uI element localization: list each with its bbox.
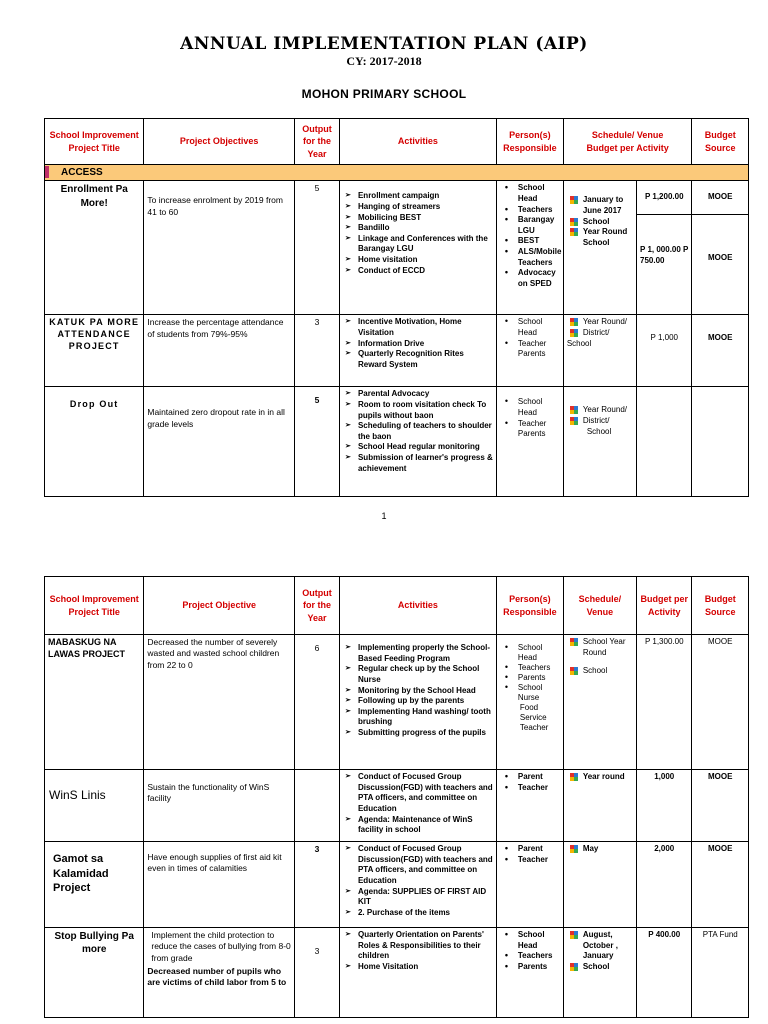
activity-item: ➢ Information Drive [343,339,493,350]
person-item: • School Head [500,317,560,338]
persons-cell [496,842,563,928]
activities-cell [339,315,496,387]
schedule-item: Year round [567,772,633,783]
header-title: School Improvement Project Title [45,577,144,635]
activity-item: ➢ Submission of learner's progress & achievement [343,453,493,474]
persons-extra: Food Service Teacher [519,703,549,732]
budget-source: MOOE [692,215,749,315]
activity-item: ➢ Bandillo [343,223,493,234]
budget-per-activity [637,387,692,497]
schedule-cell [563,315,636,387]
activity-item: ➢ 2. Purchase of the items [343,908,493,919]
schedule-cell [563,842,636,928]
activity-item: ➢ Conduct of Focused Group Discussion(FGD) with teachers and PTA officers, and committee on Education [343,844,493,887]
activity-item: ➢ School Head regular monitoring [343,442,493,453]
windows-flag-icon [570,638,578,646]
person-item: • School Head [500,643,560,663]
budget-per-activity: P 1,300.00 [637,635,692,770]
project-output: 6 [295,635,340,770]
activity-item: ➢ Implementing Hand washing/ tooth brushing [343,707,493,728]
windows-flag-icon [570,329,578,337]
budget-per-activity: 1,000 [637,770,692,842]
schedule-cell [563,387,636,497]
person-item: • Teacher Parents [500,419,560,440]
activity-item: ➢ Conduct of ECCD [343,266,493,277]
header-output: Output for the Year [295,577,340,635]
budget-per-activity: P 1,000 [637,315,692,387]
budget-source: MOOE [692,842,749,928]
header-schedule: Schedule/ Venue Budget per Activity [563,119,692,165]
person-item: • Teachers [500,205,560,216]
person-item: • BEST [500,236,560,247]
activity-item: ➢ Following up by the parents [343,696,493,707]
table-row [45,181,749,215]
header-persons: Person(s) Responsible [496,577,563,635]
activity-item: ➢ Quarterly Orientation on Parents' Roles & Responsibilities to their children [343,930,493,962]
budget-per-activity: P 1, 000.00 P 750.00 [637,215,692,315]
activity-item: ➢ Submitting progress of the pupils [343,728,493,739]
activity-item: ➢ Conduct of Focused Group Discussion(FGD) with teachers and PTA officers, and committee on Education [343,772,493,815]
activity-item: ➢ Monitoring by the School Head [343,686,493,697]
activity-item: ➢ Home visitation [343,255,493,266]
person-item: • Teachers [500,951,560,962]
section-row-access [45,165,749,181]
budget-source: MOOE [692,770,749,842]
activity-item: ➢ Home Visitation [343,962,493,973]
header-budget-source: Budget Source [692,577,749,635]
section-marker [45,166,49,178]
project-title: Enrollment Pa More! [45,181,144,315]
budget-per-activity: P 400.00 [637,928,692,1018]
schedule-item: Year Round/ [567,405,633,416]
activity-item: ➢ Enrollment campaign [343,191,493,202]
person-item: • Barangay LGU [500,215,560,236]
schedule-item: District/ [567,416,633,427]
header-output: Output for the Year [295,119,340,165]
activity-item: ➢ Room to room visitation check To pupils without baon [343,400,493,421]
schedule-cell [563,181,636,315]
header-schedule: Schedule/ Venue [563,577,636,635]
header-budget-per: Budget per Activity [637,577,692,635]
windows-flag-icon [570,196,578,204]
header-objectives: Project Objectives [144,119,295,165]
persons-cell [496,635,563,770]
budget-source: MOOE [692,315,749,387]
header-budget-source: Budget Source [692,119,749,165]
activity-item: ➢ Mobilicing BEST [343,213,493,224]
budget-source: MOOE [692,635,749,770]
project-title: KATUK PA MORE ATTENDANCE PROJECT [45,315,144,387]
schedule-item: January to June 2017 [567,195,633,216]
header-objectives: Project Objective [144,577,295,635]
person-item: • ALS/Mobile Teachers [500,247,560,268]
schedule-item: August, October , January [567,930,633,962]
activity-item: ➢ Parental Advocacy [343,389,493,400]
person-item: • School Head [500,930,560,951]
budget-per-activity: 2,000 [637,842,692,928]
project-output [295,770,340,842]
project-objective: To increase enrolment by 2019 from 41 to 60 [144,181,295,315]
project-objective: Have enough supplies of first aid kit even in times of calamities [144,842,295,928]
activities-cell [339,635,496,770]
project-title: MABASKUG NA LAWAS PROJECT [45,635,144,770]
schedule-item: School [567,217,633,228]
activity-item: ➢ Hanging of streamers [343,202,493,213]
schedule-cell [563,928,636,1018]
person-item: • Teacher [500,855,560,866]
persons-cell [496,315,563,387]
person-item: • Teachers [500,663,560,673]
person-item: • Parents [500,962,560,973]
schedule-item: School [567,666,633,677]
person-item: • School Head [500,183,560,204]
section-label: ACCESS [61,167,103,178]
activities-cell [339,842,496,928]
schedule-item: District/ [567,328,633,339]
schedule-item: Year Round School [567,227,633,248]
windows-flag-icon [570,417,578,425]
schedule-item: School Year Round [567,637,633,658]
project-objective: Increase the percentage attendance of students from 79%-95% [144,315,295,387]
activity-item: ➢ Quarterly Recognition Rites Reward System [343,349,493,370]
project-objective: Maintained zero dropout rate in in all grade levels [144,387,295,497]
schedule-extra: School [566,338,592,348]
activity-item: ➢ Regular check up by the School Nurse [343,664,493,685]
table-row [45,387,749,497]
header-persons: Person(s) Responsible [496,119,563,165]
windows-flag-icon [570,318,578,326]
schedule-cell [563,635,636,770]
table-row [45,842,749,928]
person-item: • Teacher Parents [500,339,560,360]
project-objective-secondary: Decreased number of pupils who are victims of child labor from 5 to [147,965,287,988]
project-output: 5 [295,181,340,315]
windows-flag-icon [570,845,578,853]
windows-flag-icon [570,963,578,971]
person-item: • Parents [500,673,560,683]
project-objective: Decreased the number of severely wasted and wasted school children from 22 to 0 [144,635,295,770]
persons-cell [496,387,563,497]
project-output: 3 [295,842,340,928]
schedule-extra: School [586,426,612,436]
schedule-item: Year Round/ [567,317,633,328]
header-title: School Improvement Project Title [45,119,144,165]
project-title: Drop Out [45,387,144,497]
activity-item: ➢ Implementing properly the School-Based Feeding Program [343,643,493,664]
activity-item: ➢ Agenda: SUPPLIES OF FIRST AID KIT [343,887,493,908]
table-header-row [45,119,749,165]
persons-cell [496,181,563,315]
document-title: ANNUAL IMPLEMENTATION PLAN (AIP) [180,34,588,54]
persons-cell [496,770,563,842]
activity-item: ➢ Linkage and Conferences with the Barangay LGU [343,234,493,255]
windows-flag-icon [570,667,578,675]
activities-cell [339,928,496,1018]
project-objective: Implement the child protection to reduce the cases of bullying from 8-0 from grade [151,930,291,963]
activities-cell [339,387,496,497]
header-activities: Activities [339,577,496,635]
school-name: MOHON PRIMARY SCHOOL [301,87,467,101]
project-objective: Sustain the functionality of WinS facility [144,770,295,842]
project-output: 3 [295,315,340,387]
schedule-item: School [567,962,633,973]
table-header-row [45,577,749,635]
project-objective-cell [144,928,295,1018]
project-output: 5 [295,387,340,497]
budget-source [692,387,749,497]
calendar-year: CY: 2017-2018 [346,54,422,68]
table-row [45,770,749,842]
budget-per-activity: P 1,200.00 [637,181,692,215]
person-item: • School Nurse [500,683,560,703]
budget-source: PTA Fund [692,928,749,1018]
table-row [45,315,749,387]
table-row [45,928,749,1018]
project-output: 3 [295,928,340,1018]
table-row [45,635,749,770]
windows-flag-icon [570,218,578,226]
person-item: • School Head [500,397,560,418]
aip-table-page-1 [44,118,749,497]
page-number: 1 [381,511,387,521]
schedule-cell [563,770,636,842]
schedule-item: May [567,844,633,855]
windows-flag-icon [570,228,578,236]
persons-cell [496,928,563,1018]
person-item: • Advocacy on SPED [500,268,560,289]
windows-flag-icon [570,406,578,414]
person-item: • Parent [500,772,560,783]
activity-item: ➢ Scheduling of teachers to shoulder the baon [343,421,493,442]
aip-table-page-2 [44,576,749,1018]
budget-source: MOOE [692,181,749,215]
project-title: Stop Bullying Pa more [45,928,144,1018]
activities-cell [339,770,496,842]
activities-cell [339,181,496,315]
person-item: • Parent [500,844,560,855]
person-item: • Teacher [500,783,560,794]
windows-flag-icon [570,773,578,781]
project-title: WinS Linis [45,770,144,842]
windows-flag-icon [570,931,578,939]
activity-item: ➢ Incentive Motivation, Home Visitation [343,317,493,338]
project-title: Gamot sa Kalamidad Project [45,842,144,928]
activity-item: ➢ Agenda: Maintenance of WinS facility in school [343,815,493,836]
header-activities: Activities [339,119,496,165]
